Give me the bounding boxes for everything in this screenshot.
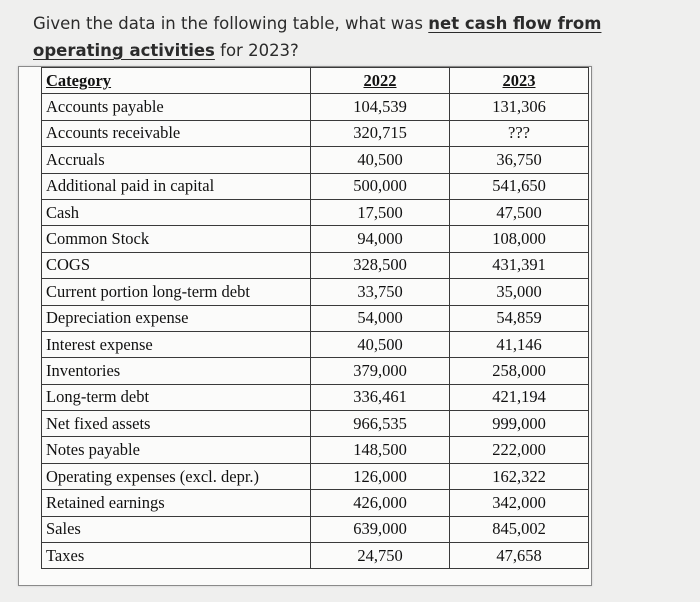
table-row xyxy=(42,543,589,569)
table-row xyxy=(42,305,589,331)
cell-category: Net fixed assets xyxy=(42,411,311,437)
cell-2023: 54,859 xyxy=(450,305,589,331)
cell-category: Depreciation expense xyxy=(42,305,311,331)
cell-category: Additional paid in capital xyxy=(42,173,311,199)
table-row xyxy=(42,147,589,173)
table-body xyxy=(42,94,589,569)
table-row xyxy=(42,94,589,120)
table-row xyxy=(42,463,589,489)
cell-2023: 258,000 xyxy=(450,358,589,384)
cell-2023: 845,002 xyxy=(450,516,589,542)
cell-2022: 500,000 xyxy=(311,173,450,199)
cell-2023: 162,322 xyxy=(450,463,589,489)
cell-2022: 336,461 xyxy=(311,384,450,410)
cell-2022: 966,535 xyxy=(311,411,450,437)
cell-category: Inventories xyxy=(42,358,311,384)
cell-category: Cash xyxy=(42,199,311,225)
header-2022: 2022 xyxy=(311,68,450,94)
table-row xyxy=(42,120,589,146)
cell-2023: ??? xyxy=(450,120,589,146)
table-row xyxy=(42,252,589,278)
table-row xyxy=(42,199,589,225)
cell-category: Interest expense xyxy=(42,331,311,357)
cell-category: Accounts receivable xyxy=(42,120,311,146)
cell-2022: 40,500 xyxy=(311,147,450,173)
cell-2023: 431,391 xyxy=(450,252,589,278)
cell-2023: 131,306 xyxy=(450,94,589,120)
cell-2023: 541,650 xyxy=(450,173,589,199)
cell-2023: 342,000 xyxy=(450,490,589,516)
cell-category: Notes payable xyxy=(42,437,311,463)
question-part-2: for 2023? xyxy=(214,41,299,60)
cell-2023: 999,000 xyxy=(450,411,589,437)
cell-2022: 54,000 xyxy=(311,305,450,331)
cell-2023: 36,750 xyxy=(450,147,589,173)
cell-2022: 426,000 xyxy=(311,490,450,516)
cell-2022: 328,500 xyxy=(311,252,450,278)
table-row xyxy=(42,173,589,199)
cell-2023: 47,658 xyxy=(450,543,589,569)
table-row xyxy=(42,490,589,516)
cell-category: Operating expenses (excl. depr.) xyxy=(42,463,311,489)
question-emphasis: net cash flow from operating activities xyxy=(33,14,602,60)
table-header-row xyxy=(42,68,589,94)
table-row xyxy=(42,411,589,437)
cell-2022: 24,750 xyxy=(311,543,450,569)
cell-2022: 126,000 xyxy=(311,463,450,489)
question-part-1: Given the data in the following table, what was xyxy=(33,14,429,33)
cell-2023: 108,000 xyxy=(450,226,589,252)
table-row xyxy=(42,279,589,305)
cell-2022: 104,539 xyxy=(311,94,450,120)
table-row xyxy=(42,516,589,542)
cell-category: Taxes xyxy=(42,543,311,569)
cell-2023: 47,500 xyxy=(450,199,589,225)
header-2023: 2023 xyxy=(450,68,589,94)
cell-2022: 320,715 xyxy=(311,120,450,146)
cell-2022: 379,000 xyxy=(311,358,450,384)
table-row xyxy=(42,437,589,463)
data-table-sheet xyxy=(18,66,592,586)
cell-category: Common Stock xyxy=(42,226,311,252)
cell-category: Retained earnings xyxy=(42,490,311,516)
table-row xyxy=(42,358,589,384)
cell-2023: 41,146 xyxy=(450,331,589,357)
cell-2022: 40,500 xyxy=(311,331,450,357)
cell-category: Current portion long-term debt xyxy=(42,279,311,305)
cell-2023: 222,000 xyxy=(450,437,589,463)
cell-category: COGS xyxy=(42,252,311,278)
table-row xyxy=(42,226,589,252)
cell-category: Accounts payable xyxy=(42,94,311,120)
header-category: Category xyxy=(42,68,311,94)
cell-category: Accruals xyxy=(42,147,311,173)
cell-category: Sales xyxy=(42,516,311,542)
cell-category: Long-term debt xyxy=(42,384,311,410)
table-row xyxy=(42,331,589,357)
cell-2022: 33,750 xyxy=(311,279,450,305)
cell-2022: 639,000 xyxy=(311,516,450,542)
data-table xyxy=(41,67,589,569)
table-row xyxy=(42,384,589,410)
cell-2022: 148,500 xyxy=(311,437,450,463)
cell-2023: 421,194 xyxy=(450,384,589,410)
cell-2023: 35,000 xyxy=(450,279,589,305)
cell-2022: 94,000 xyxy=(311,226,450,252)
question-text xyxy=(33,10,683,64)
cell-2022: 17,500 xyxy=(311,199,450,225)
